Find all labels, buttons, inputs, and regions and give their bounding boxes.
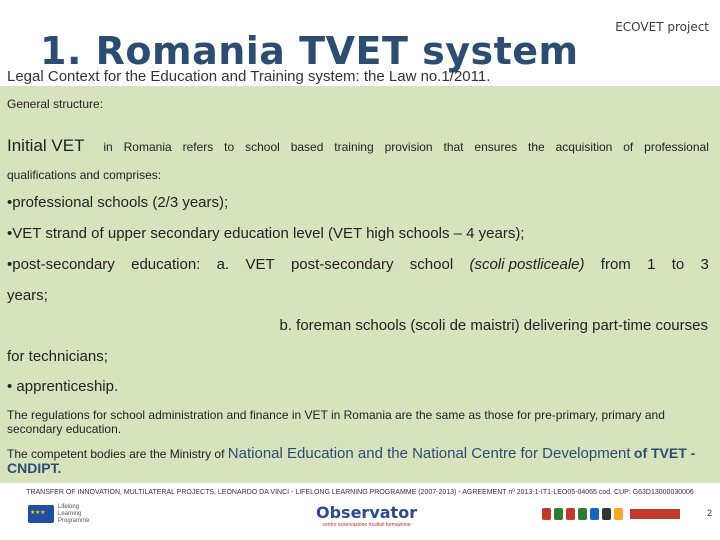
bullet-post-secondary-continued: years; [7, 287, 48, 304]
initial-vet-line [7, 136, 709, 156]
ivet-word: the [528, 140, 545, 154]
ivet-word: refers [182, 140, 214, 154]
ivet-word: Romania [123, 140, 172, 154]
general-structure-label: General structure: [7, 97, 104, 111]
competent-lead: The competent bodies are the Ministry of [7, 447, 225, 461]
llp-label: Lifelong Learning Programme [58, 504, 90, 524]
competent-bodies-text [7, 446, 709, 476]
ivet-word: in [103, 140, 113, 154]
project-tag: ECOVET project [615, 20, 709, 34]
partner-logo-icon [602, 508, 611, 520]
b3-word: •post-secondary [7, 256, 115, 273]
slide-title: 1. Romania TVET system [40, 29, 579, 73]
bullet-post-secondary [7, 256, 709, 273]
partner-logos [542, 508, 680, 520]
footer-logos [0, 500, 720, 540]
ivet-word: provision [384, 140, 433, 154]
ivet-word: professional [644, 140, 709, 154]
b3-word: a. [216, 256, 230, 273]
competent-bold: of TVET - CNDIPT. [7, 445, 696, 476]
initial-vet-term: Initial VET [7, 136, 85, 155]
observator-sub: centro osservazione risultati formazione [322, 522, 411, 528]
b3-word: education: [131, 256, 201, 273]
partner-logo-icon [554, 508, 563, 520]
b3-word: 1 [647, 256, 656, 273]
ivet-word: school [245, 140, 280, 154]
b3-word: to [671, 256, 685, 273]
b3-word: post-secondary [290, 256, 394, 273]
qualifications-text: qualifications and comprises: [7, 168, 162, 182]
footer-agreement-text: TRANSFER OF INNOVATION, MULTILATERAL PROJECTS, LEONARDO DA VINCI - LIFELONG LEARNING PROGRAMME (2007-2013) - AGREEMENT nº 2013-1-IT1-LEO05-04065 cod. CUP: G63D13000030006 [26, 489, 694, 496]
ivet-word: that [443, 140, 464, 154]
partner-logo-icon [542, 508, 551, 520]
observator-logo [316, 503, 417, 528]
bullet-foreman-schools: b. foreman schools (scoli de maistri) delivering part-time courses [279, 317, 708, 334]
ivet-word: ensures [474, 140, 518, 154]
b3-word: school [409, 256, 454, 273]
slide-subtitle: Legal Context for the Education and Training system: the Law no.1/2011. [7, 68, 491, 85]
bullet-vet-strand: •VET strand of upper secondary education level (VET high schools – 4 years); [7, 225, 525, 242]
ivet-word: based [290, 140, 324, 154]
observator-name: Observator [316, 503, 418, 522]
bullet-apprenticeship: • apprenticeship. [7, 378, 119, 395]
eu-flag-icon [28, 505, 54, 523]
regulations-text: The regulations for school administration and finance in VET in Romania are the same as those for pre-primary, primary and secondary education. [7, 408, 665, 436]
ivet-word: to [224, 140, 235, 154]
partner-logo-icon [566, 508, 575, 520]
partner-banner-icon [630, 509, 680, 519]
competent-highlight: National Education and the National Centre for Development [227, 445, 631, 462]
partner-logo-icon [590, 508, 599, 520]
b3-word: 3 [700, 256, 709, 273]
partner-logo-icon [578, 508, 587, 520]
page-number: 2 [706, 508, 712, 518]
b3-word: VET [245, 256, 275, 273]
bullet-foreman-schools-continued: for technicians; [7, 348, 108, 365]
bullet-professional-schools: •professional schools (2/3 years); [7, 194, 229, 211]
b3-word: from [600, 256, 631, 273]
ivet-word: training [334, 140, 374, 154]
b3-word: (scoli postliceale) [469, 256, 585, 273]
content-panel [0, 86, 720, 483]
ivet-word: acquisition [555, 140, 613, 154]
ivet-word: of [623, 140, 634, 154]
partner-logo-icon [614, 508, 623, 520]
